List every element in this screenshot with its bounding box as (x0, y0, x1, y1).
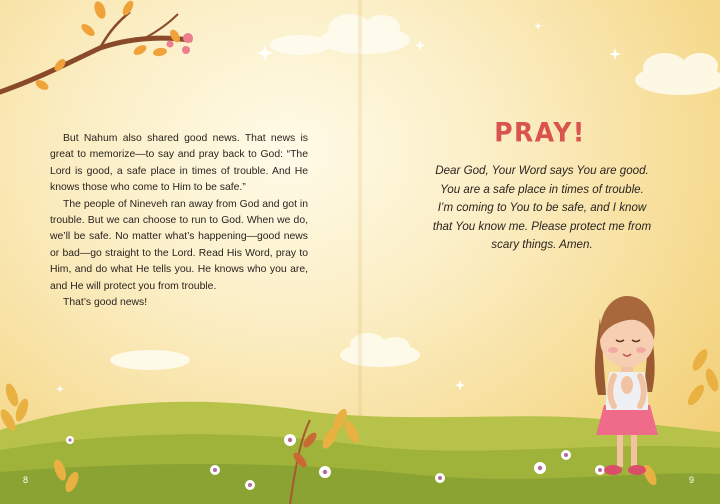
pray-heading: PRAY! (494, 117, 586, 148)
page-number-left: 8 (23, 475, 29, 485)
paragraph-2: The people of Nineveh ran away from God and got in trouble. But we can choose to run to God. When we do, we’ll be safe. No matter what’s happening—good news or bad—go straight to the Lord. Read His Word, pray to Him, and do what He tells you. He knows who you are, and He will protect you from trouble. (50, 198, 308, 292)
body-text (50, 131, 308, 311)
prayer-text: Dear God, Your Word says You are good. You are a safe place in times of trouble. I’m coming to You to be safe, and I know that You know me. Please protect me from scary things. Amen. (432, 164, 652, 252)
page-number-right: 9 (689, 475, 695, 485)
paragraph-3: That’s good news! (63, 297, 148, 309)
paragraph-1: But Nahum also shared good news. That news is great to memorize—to say and pray back to God: “The Lord is good, a safe place in times of trouble. And He knows those who come to Him to be safe.” (50, 133, 308, 194)
